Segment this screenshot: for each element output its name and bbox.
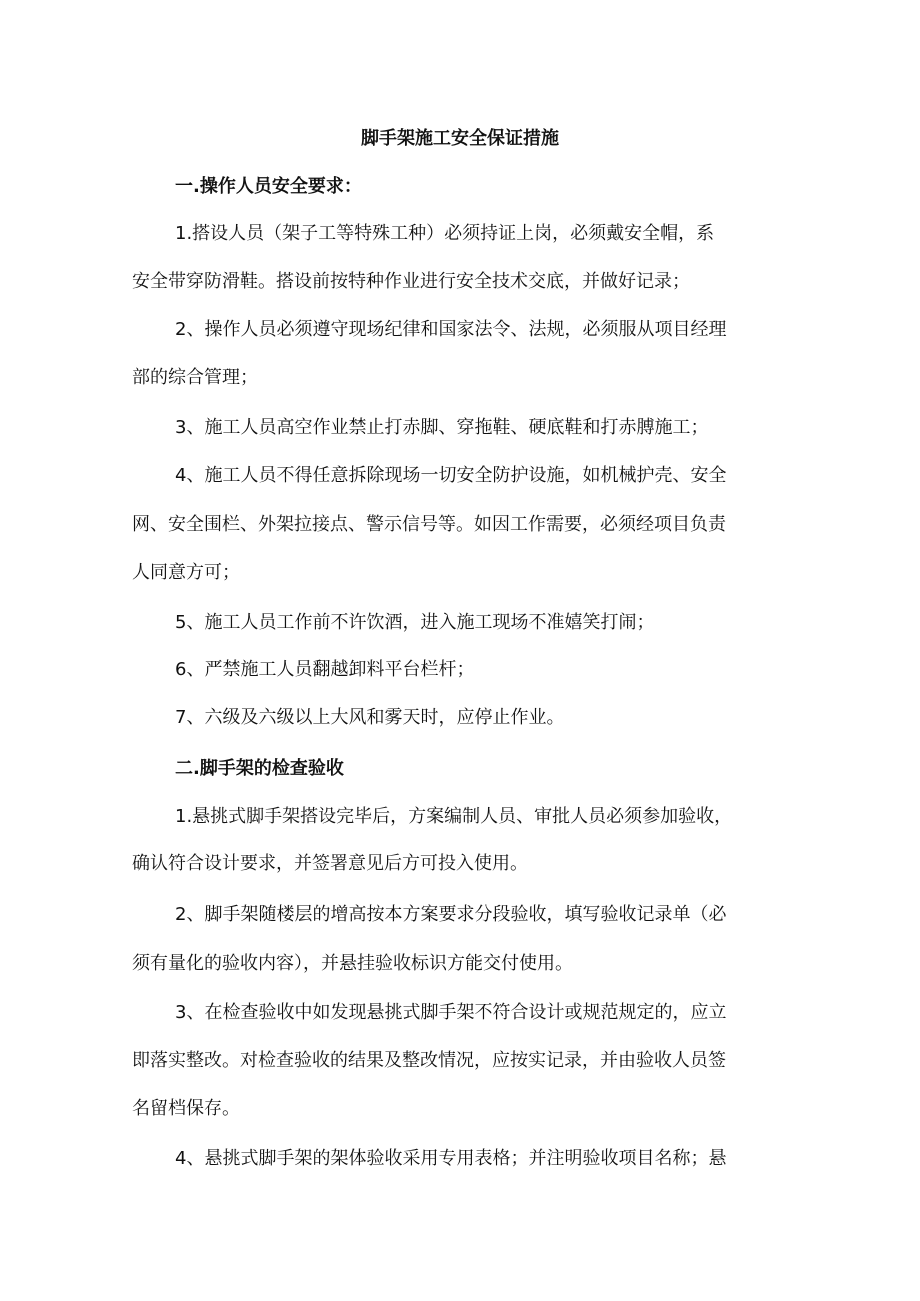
paragraph-line: 7、六级及六级以上大风和雾天时，应停止作业。 [175, 707, 565, 728]
paragraph-line: 3、施工人员高空作业禁止打赤脚、穿拖鞋、硬底鞋和打赤膊施工； [175, 417, 709, 438]
paragraph-line: 2、操作人员必须遵守现场纪律和国家法令、法规，必须服从项目经理 [175, 319, 727, 340]
paragraph-line: 2、脚手架随楼层的增高按本方案要求分段验收，填写验收记录单（必 [175, 904, 727, 925]
paragraph-line: 1.搭设人员（架子工等特殊工种）必须持证上岗，必须戴安全帽，系 [175, 223, 715, 244]
paragraph-line: 名留档保存。 [132, 1098, 240, 1119]
paragraph-line: 须有量化的验收内容），并悬挂验收标识方能交付使用。 [132, 953, 573, 974]
paragraph-line: 安全带穿防滑鞋。搭设前按特种作业进行安全技术交底，并做好记录； [132, 271, 690, 292]
paragraph-line: 4、悬挑式脚手架的架体验收采用专用表格；并注明验收项目名称；悬 [175, 1148, 727, 1169]
section-heading-1: 一.操作人员安全要求： [175, 176, 362, 197]
paragraph-line: 网、安全围栏、外架拉接点、警示信号等。如因工作需要，必须经项目负责 [132, 514, 726, 535]
paragraph-line: 确认符合设计要求，并签署意见后方可投入使用。 [132, 853, 528, 874]
paragraph-line: 即落实整改。对检查验收的结果及整改情况，应按实记录，并由验收人员签 [132, 1050, 726, 1071]
paragraph-line: 5、施工人员工作前不许饮酒，进入施工现场不准嬉笑打闹； [175, 612, 655, 633]
document-title: 脚手架施工安全保证措施 [361, 128, 559, 149]
paragraph-line: 6、严禁施工人员翻越卸料平台栏杆； [175, 659, 475, 680]
paragraph-line: 人同意方可； [132, 562, 240, 583]
section-heading-2: 二.脚手架的检查验收 [175, 758, 344, 779]
paragraph-line: 3、在检查验收中如发现悬挑式脚手架不符合设计或规范规定的，应立 [175, 1002, 727, 1023]
paragraph-line: 部的综合管理； [132, 367, 258, 388]
paragraph-line: 4、施工人员不得任意拆除现场一切安全防护设施，如机械护壳、安全 [175, 465, 727, 486]
paragraph-line: 1.悬挑式脚手架搭设完毕后，方案编制人员、审批人员必须参加验收， [175, 806, 733, 827]
